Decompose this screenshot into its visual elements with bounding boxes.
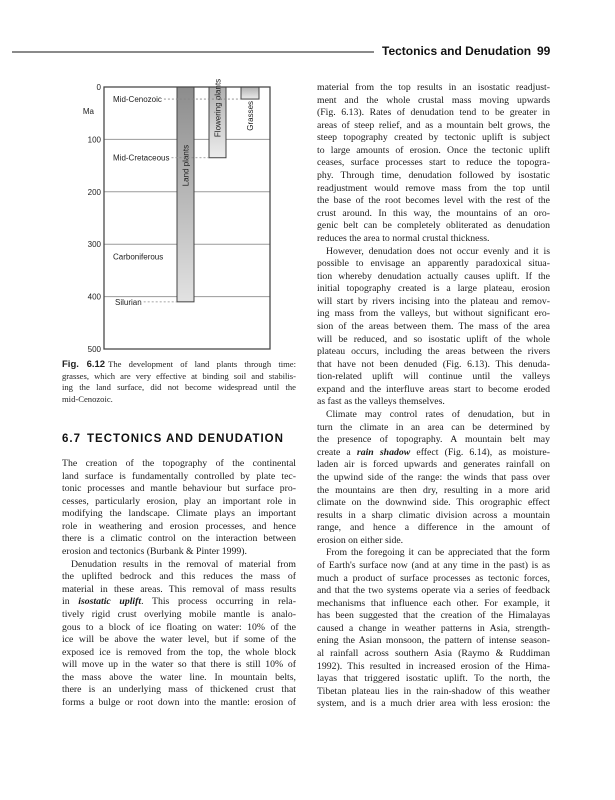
- figure-caption: [62, 359, 296, 405]
- bar-label: Grasses: [246, 100, 255, 131]
- caption-line: grasses, which are very effective at binding soil and stabilis-: [62, 370, 296, 381]
- text-line: the base of the root becomes level with the rest of the: [317, 195, 550, 207]
- running-title: Tectonics and Denudation: [382, 44, 532, 58]
- text-line: cesses, particularly erosion, play an important role in: [62, 495, 296, 507]
- text-line: of Earth's surface now (and at any time in the past) is as: [317, 559, 550, 571]
- text-line: exposed ice is removed from the top, the whole block: [62, 646, 296, 658]
- text-line: steep topography created by tectonic uplift is subject: [317, 132, 550, 144]
- text-line: caused a change in weather patterns in Asia, strength-: [317, 622, 550, 634]
- figure-label: Fig. 6.12: [62, 359, 106, 370]
- text-line: However, denudation does not occur evenly and it is: [326, 245, 550, 257]
- text-line: initial topography created is a large plateau, erosion: [317, 283, 550, 295]
- text-line: plateau occurs, including the areas between the rivers: [317, 346, 550, 358]
- text-line: range, and hence a difference in the amount of: [317, 522, 550, 534]
- text-line: layas that triggered isostatic uplift. To the north, the: [317, 673, 550, 685]
- text-line: expand and the interfluve areas start to become eroded: [317, 383, 550, 395]
- text-line: Climate may control rates of denudation, but in: [326, 409, 550, 421]
- bar-land-plants: [177, 87, 194, 302]
- text-line: will start by rivers incising into the plateau and remov-: [317, 295, 550, 307]
- period-label: Silurian: [115, 297, 142, 307]
- text-line: material from the top results in an isostatic readjust-: [317, 82, 550, 93]
- text-line: that have not been denuded (Fig. 6.13). This denuda-: [317, 358, 550, 370]
- y-tick-label: 0: [96, 83, 101, 92]
- key-term: rain shadow: [356, 446, 411, 458]
- text-line: ice will be above the water level, but if some of the: [62, 634, 296, 646]
- text-line: tonic processes and mantle behaviour but surface pro-: [62, 483, 296, 495]
- text-line: the uplifted bedrock and this reduces the mass of: [62, 571, 296, 583]
- text-line: Denudation results in the removal of material from: [71, 558, 296, 570]
- text-line: turn the climate in an area can be determined by: [317, 421, 550, 433]
- text-line: has been suggested that the creation of the Himalayas: [317, 610, 550, 622]
- text-line: The creation of the topography of the continental: [62, 458, 296, 469]
- bar-grasses: [241, 87, 259, 99]
- text-line: will be reduced, and so isostatic uplift of the whole: [317, 333, 550, 345]
- text-line: mechanisms that influence each other. For example, it: [317, 597, 550, 609]
- y-tick-label: 300: [87, 240, 101, 250]
- bar-label: Land plants: [181, 144, 191, 187]
- y-tick-label: 500: [87, 345, 101, 354]
- text-line: in isostatic uplift. This process occurring in rela-: [62, 596, 296, 608]
- left-column-text: [62, 458, 296, 710]
- right-column-text: [317, 82, 550, 711]
- text-line: there is a climatic control on the interaction between: [62, 533, 296, 545]
- period-label: Mid-Cretaceous: [113, 153, 170, 163]
- text-line: ceases, surface processes start to reduce the topogra-: [317, 157, 550, 169]
- text-line: the upwind side of the range: the winds that pass over: [317, 471, 550, 483]
- key-term: isostatic uplift: [78, 596, 142, 608]
- text-line: reduces the area to normal crustal thickness.: [317, 232, 490, 244]
- text-line: al rainfall across southern Asia (Raymo & Ruddiman: [317, 648, 550, 660]
- text-line: tion-related uplift will continue until the valleys: [317, 371, 550, 383]
- section-title: TECTONICS AND DENUDATION: [87, 433, 284, 445]
- text-line: land surface is fundamentally controlled by plate tec-: [62, 470, 296, 482]
- text-line: much a product of surface processes as tectonic forces,: [317, 572, 550, 584]
- text-line: will move up in the water so that there is still 10% of: [62, 659, 296, 671]
- text-line: modifying the landscape. Climate plays an important: [62, 508, 296, 520]
- text-line: role in weathering and erosion processes, and hence: [62, 520, 296, 532]
- period-label: Carboniferous: [113, 252, 164, 262]
- page-number: 99: [537, 44, 551, 58]
- text-line: tion whereby denudation actually causes uplift. If the: [317, 270, 550, 282]
- caption-line: Fig. 6.12 The development of land plants through time:: [62, 359, 296, 370]
- text-line: and that the two systems operate via a series of feedback: [317, 585, 550, 597]
- bar-label: Flowering plants: [213, 78, 223, 138]
- text-line: From the foregoing it can be appreciated that the form: [326, 547, 550, 559]
- text-line: results in a sharp climatic division across a mountain: [317, 509, 550, 521]
- text-line: laden air is forced upwards and generates rainfall on: [317, 459, 550, 471]
- text-line: genic belt can be completely obliterated as denudation: [317, 220, 550, 232]
- text-line: material in these areas. This removal of mass results: [62, 583, 296, 595]
- text-line: possible to envisage an apparently paradoxical situa-: [317, 258, 550, 270]
- text-line: to large amounts of erosion. Once the tectonic uplift: [317, 144, 550, 156]
- text-line: (Fig. 6.13). Rates of denudation tend to be greater in: [317, 107, 550, 119]
- text-line: phy. Through time, denudation followed by isostatic: [317, 170, 550, 182]
- text-line: sion of the areas between them. The mass of the area: [317, 320, 550, 332]
- text-line: erosion on either side.: [317, 534, 404, 546]
- text-line: 1992). This resulted in increased erosion of the Hima-: [317, 660, 550, 672]
- text-line: erosion and tectonics (Burbank & Pinter 1999).: [62, 546, 247, 558]
- text-line: readjustment would remove mass from the top until: [317, 182, 550, 194]
- text-line: as fast as the valleys themselves.: [317, 396, 445, 408]
- text-line: there is an underlying mass of thickened crust that: [62, 684, 296, 696]
- text-line: forms a bulge or root down into the mantle: erosion of: [62, 696, 296, 708]
- text-line: areas of steep relief, and as a mountain belt grows, the: [317, 119, 550, 131]
- text-line: the mountains are then dry, resulting in a more arid: [317, 484, 550, 496]
- text-line: gous to a block of ice floating on water: 10% of the: [62, 621, 296, 633]
- y-tick-label: 100: [87, 135, 101, 145]
- y-tick-label: 400: [87, 292, 101, 302]
- text-line: system, and is a much drier area with less erosion: the: [317, 698, 550, 710]
- y-axis-label: Ma: [82, 107, 94, 116]
- text-line: the mass above the water line. In mountain belts,: [62, 671, 296, 683]
- header-rule: [12, 51, 374, 53]
- text-line: ing mass from the valleys, but without significant ero-: [317, 308, 550, 320]
- period-label: Mid-Cenozoic: [113, 95, 162, 105]
- text-line: ening the Asian monsoon, the pattern of intense season-: [317, 635, 550, 647]
- y-tick-label: 200: [87, 187, 101, 197]
- land-plants-chart: [50, 78, 280, 358]
- text-line: the presence of topography. A mountain belt may: [317, 434, 550, 446]
- text-line: create a rain shadow effect (Fig. 6.14), as moisture-: [317, 446, 550, 458]
- section-number: 6.7: [62, 433, 81, 445]
- caption-line: mid-Cenozoic.: [62, 393, 113, 404]
- text-line: tively rigid crust overlying mobile mantle is analo-: [62, 608, 296, 620]
- caption-line: ing the land surface, did not become widespread until the: [62, 382, 296, 392]
- text-line: climate on the downwind side. This orographic effect: [317, 497, 550, 509]
- text-line: Tibetan plateau lies in the rain-shadow of this weather: [317, 685, 550, 697]
- text-line: ment and the whole crustal mass moving upwards: [317, 94, 550, 106]
- section-heading: [62, 433, 284, 445]
- text-line: crust around. In this way, the mountains of an oro-: [317, 207, 550, 219]
